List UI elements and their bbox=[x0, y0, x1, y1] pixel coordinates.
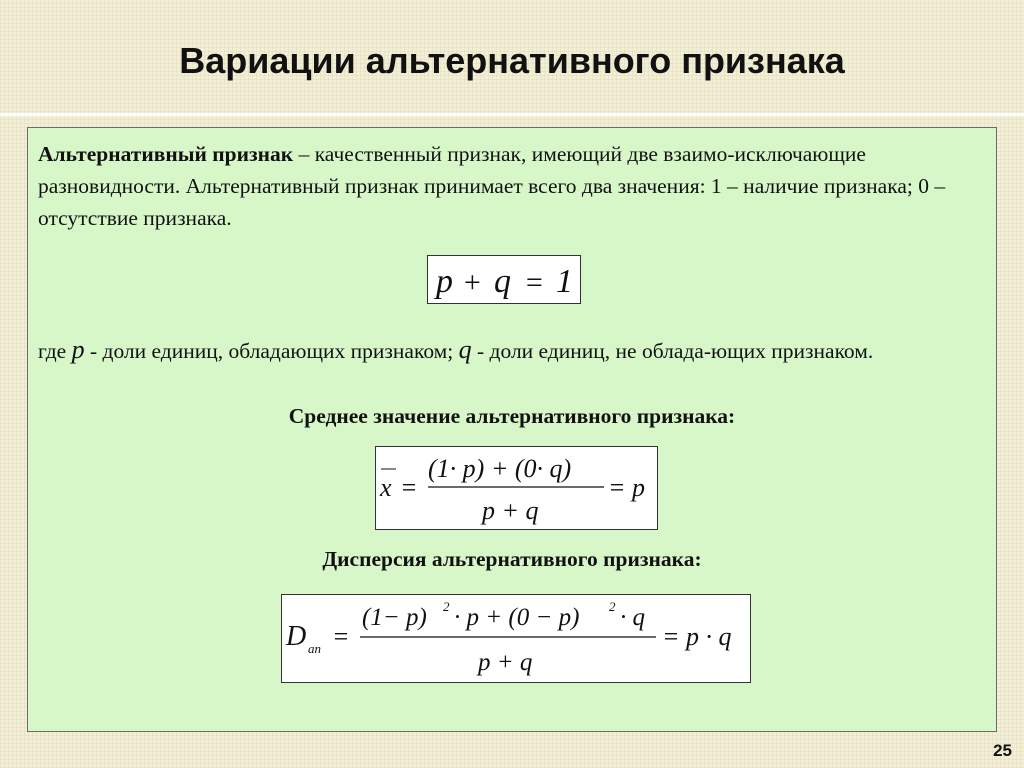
definition-paragraph bbox=[38, 138, 988, 234]
variance-eq: = bbox=[332, 622, 350, 651]
formula-sum-q: q bbox=[494, 263, 511, 300]
mean-eq: = bbox=[400, 473, 418, 502]
formula-sum-plus: + bbox=[462, 266, 483, 299]
mean-x: x bbox=[380, 473, 392, 502]
var-p: p bbox=[71, 335, 85, 364]
variance-heading: Дисперсия альтернативного признака: bbox=[322, 547, 702, 571]
slide-title: Вариации альтернативного признака bbox=[179, 40, 845, 81]
formula-sum-eq: = bbox=[524, 266, 545, 299]
formula-sum-one: 1 bbox=[556, 263, 573, 300]
mean-denominator: p + q bbox=[482, 496, 539, 525]
mean-numerator: (1· p) + (0· q) bbox=[428, 454, 572, 483]
var-q: q bbox=[458, 335, 472, 364]
where-paragraph bbox=[38, 334, 988, 367]
content-panel bbox=[27, 127, 997, 732]
mean-heading: Среднее значение альтернативного признака: bbox=[288, 404, 736, 428]
variance-num-1: (1− p) bbox=[362, 604, 427, 631]
variance-denominator: p + q bbox=[478, 649, 533, 676]
q-description: - доли единиц, не облада-ющих признаком. bbox=[471, 339, 874, 363]
variance-subscript: ап bbox=[308, 641, 321, 656]
formula-sum-p: p bbox=[436, 263, 453, 300]
formula-mean-graphic bbox=[376, 447, 659, 531]
variance-exp-1: 2 bbox=[443, 599, 450, 614]
variance-num-2: · p + (0 − p) bbox=[454, 604, 580, 631]
variance-D: D bbox=[286, 621, 307, 652]
formula-variance bbox=[281, 594, 751, 683]
p-description: - доли единиц, обладающих признаком; bbox=[84, 339, 459, 363]
variance-num-3: · q bbox=[620, 604, 645, 631]
formula-sum bbox=[427, 255, 581, 304]
formula-mean bbox=[375, 446, 658, 530]
title-divider bbox=[0, 113, 1024, 116]
formula-variance-graphic bbox=[282, 595, 752, 684]
formula-sum-graphic bbox=[428, 256, 582, 305]
variance-exp-2: 2 bbox=[609, 599, 616, 614]
page-number: 25 bbox=[993, 741, 1012, 760]
definition-text: – качественный признак, имеющий две взаимо-исключающие разновидности. Альтернативный признак принимает всего два значения: 1 – наличие признака; 0 – отсутствие признака. bbox=[38, 142, 946, 230]
mean-result: = p bbox=[608, 473, 646, 502]
definition-term: Альтернативный признак bbox=[38, 142, 294, 166]
where-prefix: где bbox=[38, 339, 72, 363]
variance-result: = p · q bbox=[662, 622, 732, 651]
